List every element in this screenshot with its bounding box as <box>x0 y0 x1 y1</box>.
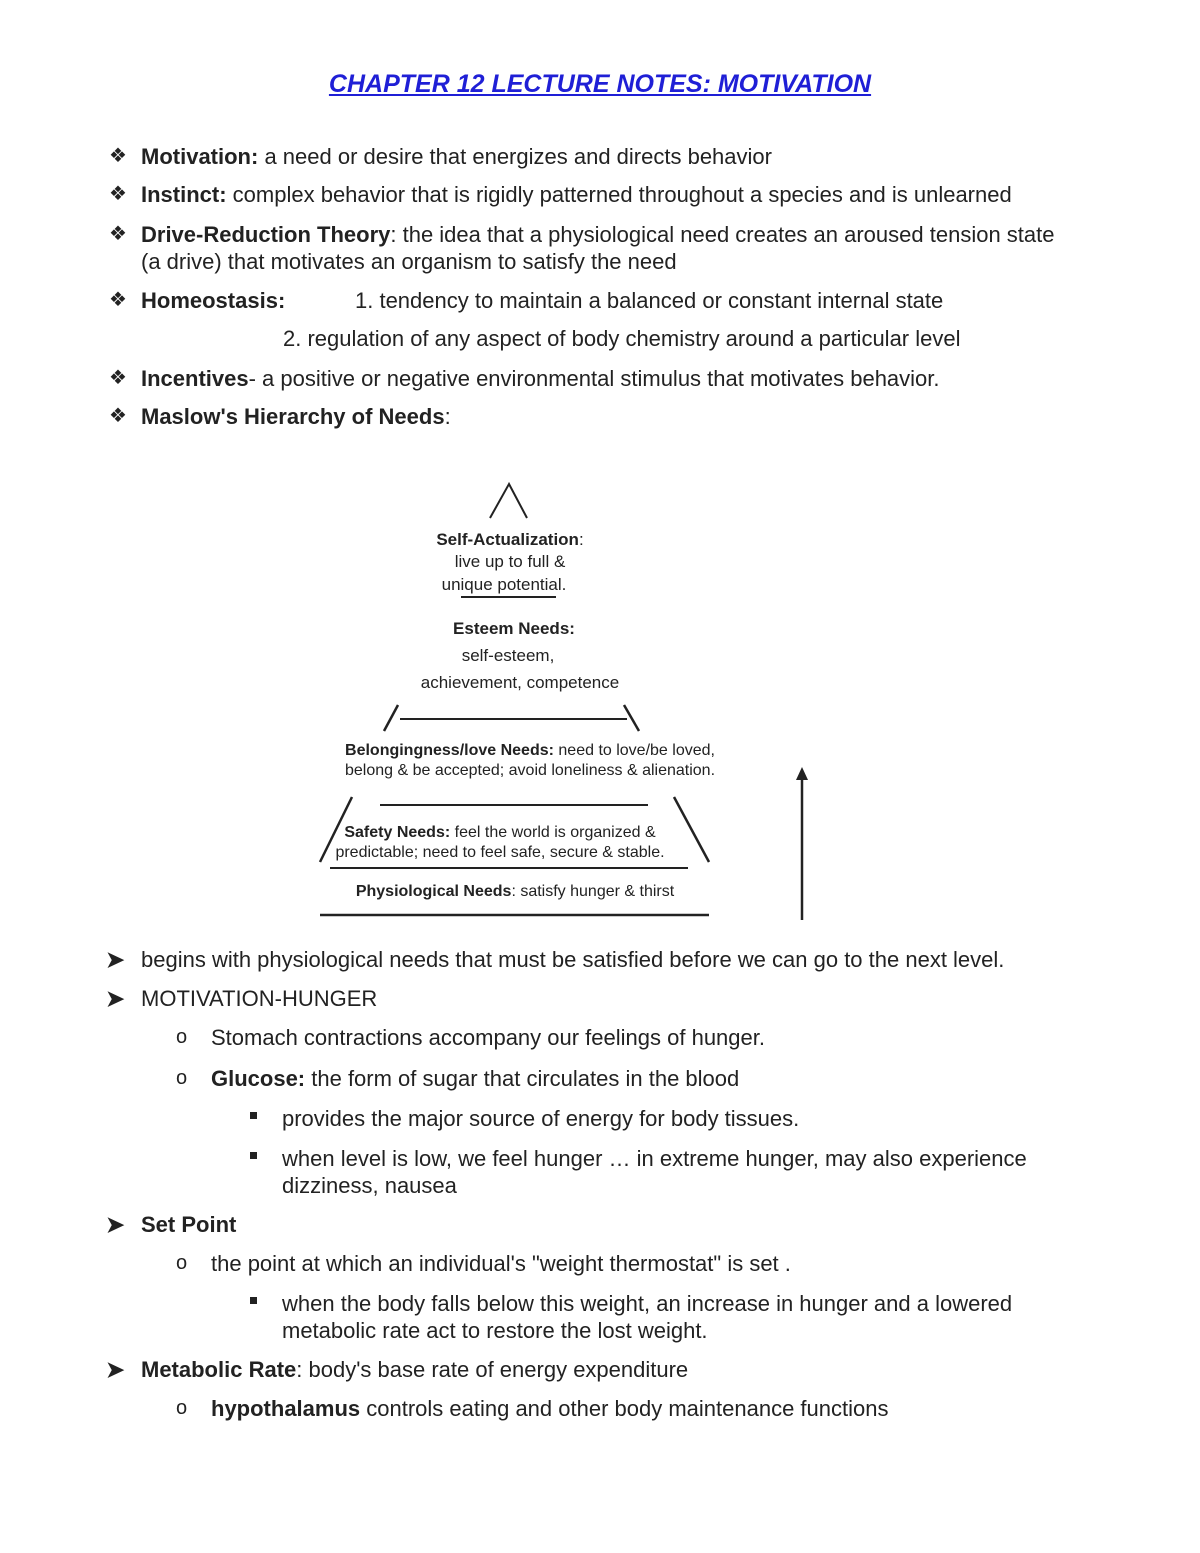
term: Incentives <box>141 366 249 391</box>
note-hypothalamus <box>211 1395 888 1422</box>
square-bullet-icon <box>250 1297 257 1304</box>
term: Homeostasis: <box>141 288 286 313</box>
physiological-term: Physiological Needs <box>355 883 512 900</box>
circle-bullet-icon: o <box>176 1252 188 1274</box>
definition-text: : the idea that a physiological need creates an aroused tension state <box>390 222 1055 247</box>
diamond-bullet-icon: ❖ <box>109 289 127 311</box>
term: hypothalamus <box>211 1396 361 1421</box>
note-setpoint-def: the point at which an individual's "weight thermostat" is set . <box>211 1251 791 1276</box>
physiological-line <box>310 881 720 902</box>
self-actualization-line1: live up to full & <box>454 552 566 571</box>
safety-term: Safety Needs: <box>344 824 451 841</box>
diamond-bullet-icon: ❖ <box>109 223 127 245</box>
circle-bullet-icon: o <box>176 1026 188 1048</box>
note-setpoint-sub-line1: when the body falls below this weight, an increase in hunger and a lowered <box>282 1291 1013 1316</box>
term: Glucose: <box>211 1066 306 1091</box>
definition-homeostasis-1: 1. tendency to maintain a balanced or constant internal state <box>355 288 944 313</box>
physiological-text: : satisfy hunger & thirst <box>511 883 675 900</box>
definition-text: complex behavior that is rigidly patterned throughout a species and is unlearned <box>226 182 1012 207</box>
note-glucose-sub2-line2: dizziness, nausea <box>282 1173 457 1198</box>
esteem-term: Esteem Needs: <box>453 619 575 638</box>
arrow-bullet-icon: ➤ <box>106 947 125 972</box>
esteem-label <box>384 618 644 640</box>
up-arrow-icon <box>796 767 808 780</box>
definition-text: : <box>444 404 451 429</box>
definition-text: controls eating and other body maintenance functions <box>360 1396 889 1421</box>
self-actualization-label <box>380 529 640 551</box>
heading-set-point <box>141 1211 236 1238</box>
arrow-bullet-icon: ➤ <box>106 1212 125 1237</box>
definition-text: : body's base rate of energy expenditure <box>296 1357 689 1382</box>
arrow-bullet-icon: ➤ <box>106 1357 125 1382</box>
definition-drive-reduction-cont: (a drive) that motivates an organism to satisfy the need <box>141 249 677 274</box>
safety-text: feel the world is organized & <box>450 824 656 841</box>
square-bullet-icon <box>250 1112 257 1119</box>
belonging-line2: belong & be accepted; avoid loneliness & alienation. <box>344 762 716 779</box>
page-title: CHAPTER 12 LECTURE NOTES: MOTIVATION <box>328 70 872 98</box>
definition-homeostasis-2: 2. regulation of any aspect of body chemistry around a particular level <box>283 326 961 351</box>
diamond-bullet-icon: ❖ <box>109 405 127 427</box>
note-glucose-sub2-line1: when level is low, we feel hunger … in extreme hunger, may also experience <box>282 1146 1027 1171</box>
safety-line2: predictable; need to feel safe, secure & stable. <box>335 844 665 861</box>
heading-motivation-hunger: MOTIVATION-HUNGER <box>141 986 378 1011</box>
belonging-term: Belongingness/love Needs: <box>345 742 554 759</box>
arrow-bullet-icon: ➤ <box>106 986 125 1011</box>
belonging-text: need to love/be loved, <box>553 742 715 759</box>
note-begins: begins with physiological needs that must be satisfied before we can go to the next level. <box>141 947 1005 972</box>
diamond-bullet-icon: ❖ <box>109 145 127 167</box>
note-glucose-sub1: provides the major source of energy for body tissues. <box>282 1106 800 1131</box>
note-glucose <box>211 1065 739 1092</box>
note-stomach: Stomach contractions accompany our feelings of hunger. <box>211 1025 765 1050</box>
esteem-left-edge <box>384 705 398 731</box>
term: Drive-Reduction Theory <box>141 222 391 247</box>
pyramid-apex <box>490 484 527 518</box>
self-actualization-term: Self-Actualization <box>436 530 579 549</box>
esteem-line2: achievement, competence <box>420 673 620 692</box>
circle-bullet-icon: o <box>176 1397 188 1419</box>
square-bullet-icon <box>250 1152 257 1159</box>
safety-line1 <box>310 822 690 843</box>
self-actualization-line2: unique potential. <box>441 575 567 594</box>
belonging-line1 <box>310 740 750 761</box>
term: Set Point <box>141 1212 237 1237</box>
esteem-line1: self-esteem, <box>461 646 555 665</box>
term: Motivation: <box>141 144 259 169</box>
definition-text: a need or desire that energizes and directs behavior <box>258 144 772 169</box>
note-setpoint-sub-line2: metabolic rate act to restore the lost weight. <box>282 1318 708 1343</box>
definition-text: the form of sugar that circulates in the blood <box>305 1066 740 1091</box>
term: Instinct: <box>141 182 227 207</box>
definition-text: - a positive or negative environmental stimulus that motivates behavior. <box>248 366 940 391</box>
circle-bullet-icon: o <box>176 1067 188 1089</box>
diamond-bullet-icon: ❖ <box>109 183 127 205</box>
self-actualization-colon: : <box>578 530 584 549</box>
term: Maslow's Hierarchy of Needs <box>141 404 445 429</box>
term: Metabolic Rate <box>141 1357 297 1382</box>
diamond-bullet-icon: ❖ <box>109 367 127 389</box>
note-metabolic-rate <box>141 1356 688 1383</box>
